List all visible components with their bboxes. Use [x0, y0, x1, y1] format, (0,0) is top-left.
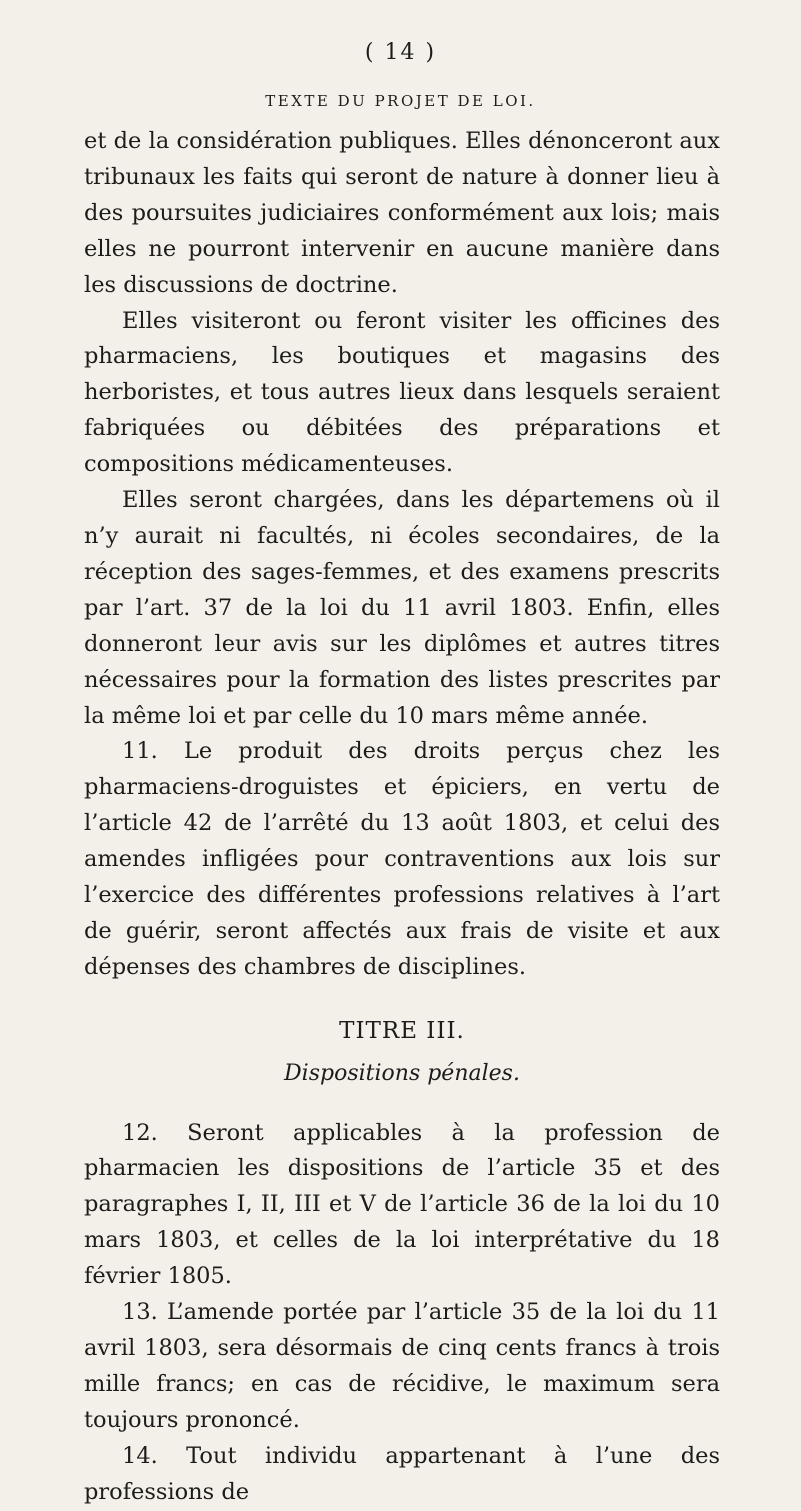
- paragraph-continuation: et de la considération publiques. Elles dénonceront aux tribunaux les faits qui seront de nature à donner lieu à des poursuites judiciaires conformément aux lois; mais elles ne pourront intervenir en aucune manière dans les discussions de doctrine.: [84, 128, 720, 298]
- running-head: TEXTE DU PROJET DE LOI.: [265, 92, 536, 110]
- article-14: 14. Tout individu appartenant à l’une des professions de: [84, 1442, 720, 1505]
- article-12: 12. Seront applicables à la profession de pharmacien les dispositions de l’article 35 et des paragraphes I, II, III et V de l’article 36 de la loi du 10 mars 1803, et celles de la loi interprétative du 18 février 1805.: [84, 1119, 720, 1290]
- paragraph-visits: Elles visiteront ou feront visiter les officines des pharmaciens, les boutiques et magasins des herboristes, et tous autres lieux dans lesquels seraient fabriquées ou débitées des préparations et compositions médicamenteuses.: [84, 307, 720, 478]
- article-13: 13. L’amende portée par l’article 35 de la loi du 11 avril 1803, sera désormais de cinq cents francs à trois mille francs; en cas de récidive, le maximum sera toujours prononcé.: [84, 1299, 720, 1433]
- section-title: TITRE III.: [339, 1017, 465, 1044]
- paragraph-duties: Elles seront chargées, dans les départemens où il n’y aurait ni facultés, ni écoles secondaires, de la réception des sages-femmes, et des examens prescrits par l’art. 37 de la loi du 11 avril 1803. Enfin, elles donneront leur avis sur les diplômes et autres titres nécessaires pour la formation des listes prescrites par la même loi et par celle du 10 mars même année.: [84, 487, 720, 729]
- section-subtitle: Dispositions pénales.: [284, 1060, 520, 1086]
- page-number: ( 14 ): [364, 40, 437, 65]
- body-text: [84, 124, 720, 1511]
- article-11: 11. Le produit des droits perçus chez les pharmaciens-droguistes et épiciers, en vertu de l’article 42 de l’arrêté du 13 août 1803, et celui des amendes infligées pour contraventions aux lois sur l’exercice des différentes professions relatives à l’art de guérir, seront affectés aux frais de visite et aux dépenses des chambres de disciplines.: [84, 738, 720, 980]
